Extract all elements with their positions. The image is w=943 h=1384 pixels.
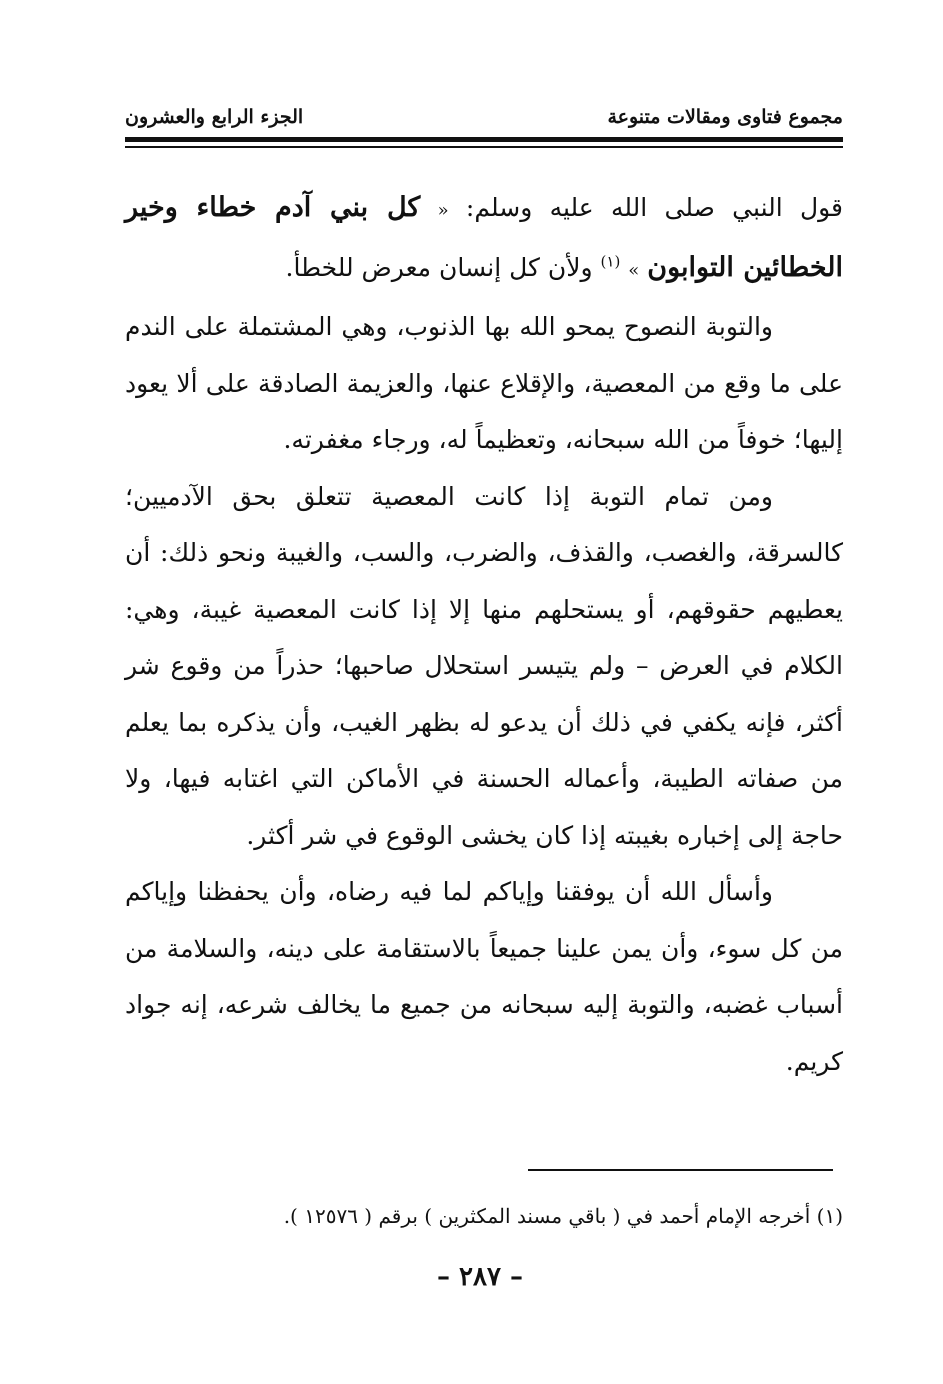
body-text bbox=[125, 180, 843, 1090]
footnote-ref: (١) bbox=[600, 252, 621, 271]
book-title: مجموع فتاوى ومقالات متنوعة bbox=[607, 106, 843, 128]
running-header bbox=[125, 100, 843, 136]
header-rule-thin bbox=[125, 146, 843, 148]
paragraph-2: والتوبة النصوح يمحو الله بها الذنوب، وهي المشتملة على الندم على ما وقع من المعصية، والإقلاع عنها، والعزيمة الصادقة على ألا يعود إليها؛ خوفاً من الله سبحانه، وتعظيماً له، ورجاء مغفرته. bbox=[125, 312, 843, 454]
paragraph-3: ومن تمام التوبة إذا كانت المعصية تتعلق بحق الآدميين؛ كالسرقة، والغصب، والقذف، والضرب، والسب، والغيبة ونحو ذلك: أن يعطيهم حقوقهم، أو يستحلهم منها إلا إذا كانت المعصية غيبة، وهي: الكلام في العرض – ولم يتيسر استحلال صاحبها؛ حذراً من وقوع شر أكثر، فإنه يكفي في ذلك أن يدعو له بظهر الغيب، وأن يذكره بما يعلم من صفاته الطيبة، وأعماله الحسنة في الأماكن التي اغتابه فيها، ولا حاجة إلى إخباره بغيبته إذا كان يخشى الوقوع في شر أكثر. bbox=[125, 481, 843, 850]
volume-label: الجزء الرابع والعشرون bbox=[125, 106, 304, 128]
paragraph-4: وأسأل الله أن يوفقنا وإياكم لما فيه رضاه، وأن يحفظنا وإياكم من كل سوء، وأن يمن علينا جميعاً بالاستقامة على دينه، والسلامة من أسباب غضبه، والتوبة إليه سبحانه من جميع ما يخالف شرعه، إنه جواد كريم. bbox=[125, 877, 843, 1076]
hadith-lead: قول النبي صلى الله عليه وسلم: bbox=[465, 193, 844, 222]
header-rule-thick bbox=[125, 137, 843, 142]
footnote-separator bbox=[528, 1169, 833, 1171]
paragraph-1 bbox=[125, 180, 843, 299]
close-quote: » bbox=[628, 259, 640, 281]
paragraph-1-tail: ولأن كل إنسان معرض للخطأ. bbox=[285, 252, 593, 282]
open-quote: « bbox=[437, 200, 449, 221]
footnote: (١) أخرجه الإمام أحمد في ( باقي مسند المكثرين ) برقم ( ١٢٥٧٦ ). bbox=[283, 1204, 843, 1228]
page-number: – ٢٨٧ – bbox=[436, 1262, 524, 1292]
hadith-text: كل بني آدم خطاء وخير الخطائين التوابون bbox=[125, 192, 843, 283]
